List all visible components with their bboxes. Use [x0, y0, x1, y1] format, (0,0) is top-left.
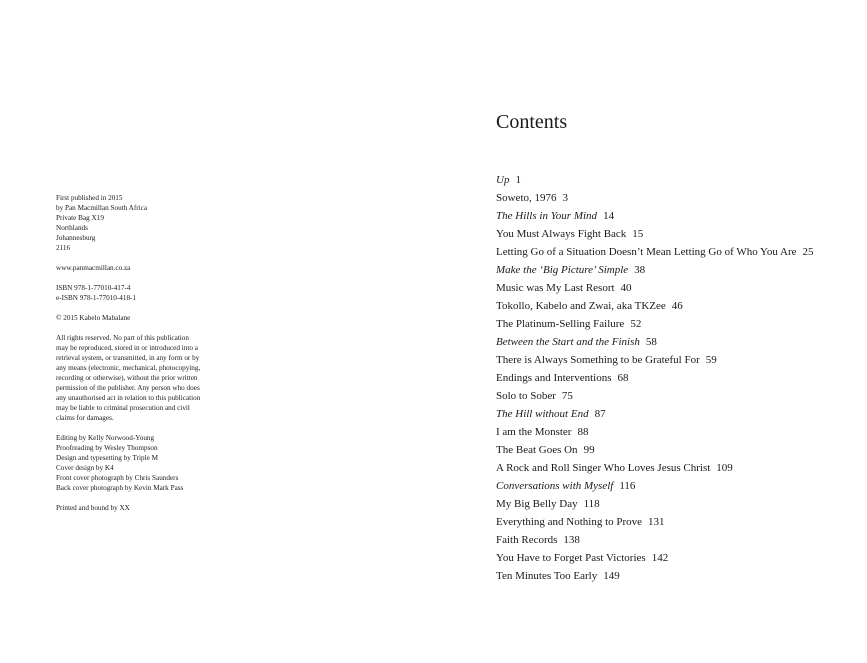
copyright-notice: © 2015 Kabelo Mabalane — [56, 314, 131, 322]
credits-block — [56, 433, 256, 493]
rights-line: may be liable to criminal prosecution and civil — [56, 404, 190, 412]
table-of-contents — [496, 171, 814, 585]
toc-entry — [496, 243, 814, 261]
toc-entry — [496, 225, 814, 243]
toc-entry-title: Everything and Nothing to Prove — [496, 516, 643, 528]
toc-entry — [496, 333, 814, 351]
toc-entry — [496, 315, 814, 333]
toc-entry-title: There is Always Something to be Grateful For — [496, 354, 700, 366]
toc-entry-page-number: 1 — [515, 174, 521, 186]
website-block — [56, 263, 256, 273]
toc-entry-title: The Platinum-Selling Failure — [496, 318, 625, 330]
rights-line: any unauthorised act in relation to this publication — [56, 394, 201, 402]
toc-entry-page-number: 40 — [620, 282, 632, 294]
toc-entry — [496, 189, 814, 207]
credit-line: Cover design by K4 — [56, 464, 114, 472]
toc-entry-page-number: 52 — [630, 318, 642, 330]
credit-line: Proofreading by Wesley Thompson — [56, 444, 158, 452]
toc-entry — [496, 567, 814, 585]
toc-entry — [496, 279, 814, 297]
toc-entry-page-number: 38 — [634, 264, 646, 276]
rights-line: claims for damages. — [56, 414, 114, 422]
credit-line: Back cover photograph by Kevin Mark Pass — [56, 484, 184, 492]
toc-entry-title: Between the Start and the Finish — [496, 336, 640, 348]
eisbn: e-ISBN 978-1-77010-418-1 — [56, 294, 137, 302]
toc-entry — [496, 477, 814, 495]
toc-entry — [496, 387, 814, 405]
credit-line: Design and typesetting by Triple M — [56, 454, 159, 462]
toc-entry-title: Up — [496, 174, 510, 186]
toc-entry-page-number: 3 — [562, 192, 568, 204]
publisher-line: 2116 — [56, 244, 71, 252]
rights-line: may be reproduced, stored in or introduced into a — [56, 344, 198, 352]
toc-entry-title: Soweto, 1976 — [496, 192, 557, 204]
toc-entry-page-number: 118 — [583, 498, 600, 510]
rights-line: retrieval system, or transmitted, in any form or by — [56, 354, 200, 362]
printer-line: Printed and bound by XX — [56, 504, 130, 512]
toc-entry-title: Make the ‘Big Picture’ Simple — [496, 264, 629, 276]
publisher-line: First published in 2015 — [56, 194, 123, 202]
toc-entry-title: My Big Belly Day — [496, 498, 578, 510]
toc-entry — [496, 441, 814, 459]
isbn: ISBN 978-1-77010-417-4 — [56, 284, 131, 292]
toc-entry-page-number: 75 — [561, 390, 573, 402]
toc-entry-page-number: 109 — [716, 462, 733, 474]
toc-entry-page-number: 58 — [645, 336, 657, 348]
toc-entry-title: A Rock and Roll Singer Who Loves Jesus Christ — [496, 462, 711, 474]
toc-entry-page-number: 68 — [617, 372, 629, 384]
toc-entry-page-number: 116 — [619, 480, 636, 492]
toc-entry — [496, 531, 814, 549]
publisher-line: Private Bag X19 — [56, 214, 104, 222]
toc-entry — [496, 351, 814, 369]
toc-entry-page-number: 59 — [705, 354, 717, 366]
imprint-text — [56, 193, 256, 523]
publisher-line: by Pan Macmillan South Africa — [56, 204, 148, 212]
toc-entry — [496, 171, 814, 189]
toc-entry-title: The Hill without End — [496, 408, 589, 420]
toc-entry — [496, 405, 814, 423]
toc-entry-page-number: 88 — [577, 426, 589, 438]
toc-entry-page-number: 142 — [651, 552, 669, 564]
toc-entry — [496, 297, 814, 315]
toc-entry-page-number: 25 — [802, 246, 814, 258]
toc-entry — [496, 459, 814, 477]
toc-entry-page-number: 149 — [603, 570, 620, 582]
contents-page — [434, 0, 867, 663]
toc-entry-title: Tokollo, Kabelo and Zwai, aka TKZee — [496, 300, 666, 312]
toc-entry-title: Solo to Sober — [496, 390, 556, 402]
publisher-line: Northlands — [56, 224, 88, 232]
toc-entry-page-number: 14 — [603, 210, 615, 222]
contents-heading: Contents — [496, 111, 568, 133]
rights-line: All rights reserved. No part of this publication — [56, 334, 189, 342]
toc-entry-title: Music was My Last Resort — [496, 282, 615, 294]
rights-line: permission of the publisher. Any person who does — [56, 384, 200, 392]
toc-entry-title: Endings and Interventions — [496, 372, 612, 384]
toc-entry-title: The Beat Goes On — [496, 444, 578, 456]
toc-entry-page-number: 131 — [648, 516, 665, 528]
toc-entry — [496, 549, 814, 567]
toc-entry-title: Letting Go of a Situation Doesn’t Mean Letting Go of Who You Are — [496, 246, 797, 258]
toc-entry-title: You Must Always Fight Back — [496, 228, 627, 240]
toc-entry-title: You Have to Forget Past Victories — [496, 552, 646, 564]
toc-entry-page-number: 15 — [632, 228, 644, 240]
toc-entry — [496, 261, 814, 279]
copyright-block — [56, 313, 256, 323]
credit-line: Editing by Kelly Norwood-Young — [56, 434, 155, 442]
toc-entry — [496, 207, 814, 225]
toc-entry-page-number: 46 — [671, 300, 683, 312]
toc-entry — [496, 369, 814, 387]
publisher-line: Johannesburg — [56, 234, 96, 242]
toc-entry-page-number: 138 — [563, 534, 580, 546]
printer-block — [56, 503, 256, 513]
rights-line: recording or otherwise), without the prior written — [56, 374, 198, 382]
isbn-block — [56, 283, 256, 303]
toc-entry — [496, 513, 814, 531]
toc-entry-page-number: 99 — [583, 444, 595, 456]
toc-entry — [496, 423, 814, 441]
toc-entry-title: Ten Minutes Too Early — [496, 570, 598, 582]
publisher-website: www.panmacmillan.co.za — [56, 264, 131, 272]
toc-entry — [496, 495, 814, 513]
toc-entry-page-number: 87 — [594, 408, 606, 420]
toc-entry-title: I am the Monster — [496, 426, 572, 438]
toc-entry-title: Faith Records — [496, 534, 558, 546]
rights-block — [56, 333, 256, 423]
toc-entry-title: Conversations with Myself — [496, 480, 614, 492]
credit-line: Front cover photograph by Chris Saunders — [56, 474, 179, 482]
publisher-block — [56, 193, 256, 253]
toc-entry-title: The Hills in Your Mind — [496, 210, 598, 222]
rights-line: any means (electronic, mechanical, photocopying, — [56, 364, 201, 372]
